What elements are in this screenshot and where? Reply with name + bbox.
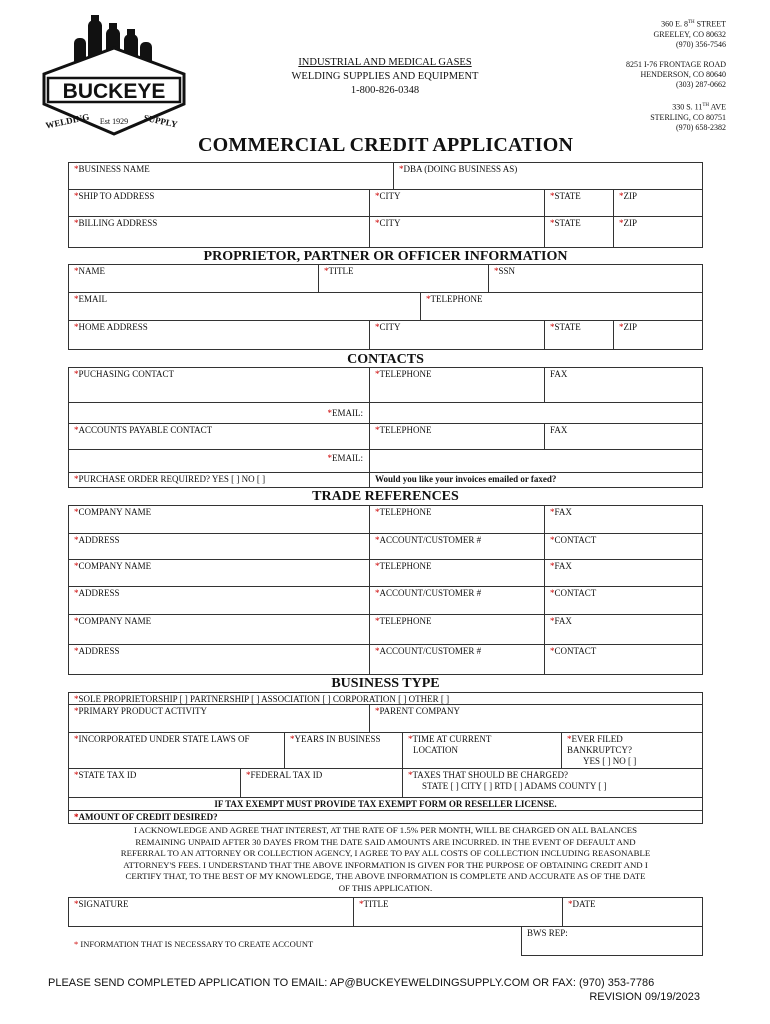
ref3-contact-field[interactable]: *CONTACT [544,644,703,675]
purchasing-telephone-field[interactable]: *TELEPHONE [369,367,545,403]
home-state-field[interactable]: *STATE [544,320,614,350]
ref3-address-field[interactable]: *ADDRESS [68,644,370,675]
ap-email-label: *EMAIL: [68,449,370,473]
title-field[interactable]: *TITLE [318,264,489,293]
ref2-fax-field[interactable]: *FAX [544,559,703,587]
billing-address-field[interactable]: *BILLING ADDRESS [68,216,370,248]
ref1-fax-field[interactable]: *FAX [544,505,703,534]
ssn-field[interactable]: *SSN [488,264,703,293]
years-in-business-field[interactable]: *YEARS IN BUSINESS [284,732,403,769]
address-sterling: 330 S. 11TH AVE STERLING, CO 80751 (970) 658-2382 [650,102,726,132]
billing-zip-field[interactable]: *ZIP [613,216,703,248]
date-field[interactable]: *DATE [562,897,703,927]
billing-state-field[interactable]: *STATE [544,216,614,248]
primary-activity-field[interactable]: *PRIMARY PRODUCT ACTIVITY [68,704,370,733]
ship-zip-field[interactable]: *ZIP [613,189,703,217]
ref2-account-field[interactable]: *ACCOUNT/CUSTOMER # [369,586,545,615]
footer-revision: REVISION 09/19/2023 [589,991,700,1003]
billing-city-field[interactable]: *CITY [369,216,545,248]
company-header [270,56,500,98]
address-henderson: 8251 I-76 FRONTAGE ROAD HENDERSON, CO 80640 (303) 287-0662 [625,60,726,89]
incorporated-state-field[interactable]: *INCORPORATED UNDER STATE LAWS OF [68,732,285,769]
ship-state-field[interactable]: *STATE [544,189,614,217]
proprietor-heading: PROPRIETOR, PARTNER OR OFFICER INFORMATION [203,249,568,264]
ap-contact-field[interactable]: *ACCOUNTS PAYABLE CONTACT [68,423,370,450]
logo-text-supply: SUPPLY [142,112,179,130]
signature-title-field[interactable]: *TITLE [353,897,563,927]
purchasing-contact-field[interactable]: *PUCHASING CONTACT [68,367,370,403]
header-line2: WELDING SUPPLIES AND EQUIPMENT [291,71,479,82]
home-zip-field[interactable]: *ZIP [613,320,703,350]
telephone-field[interactable]: *TELEPHONE [420,292,703,321]
required-note: * INFORMATION THAT IS NECESSARY TO CREATE ACCOUNT [74,939,314,949]
ref3-telephone-field[interactable]: *TELEPHONE [369,614,545,645]
po-required-field[interactable]: *PURCHASE ORDER REQUIRED? YES [ ] NO [ ] [68,472,370,488]
dba-field[interactable]: *DBA (DOING BUSINESS AS) [393,162,703,190]
business-name-field[interactable]: *BUSINESS NAME [68,162,394,190]
logo-text-welding: WELDING [44,111,91,131]
ap-telephone-field[interactable]: *TELEPHONE [369,423,545,450]
ref2-address-field[interactable]: *ADDRESS [68,586,370,615]
ref2-contact-field[interactable]: *CONTACT [544,586,703,615]
credit-amount-field[interactable]: *AMOUNT OF CREDIT DESIRED? [68,810,703,824]
contacts-heading: CONTACTS [347,352,424,367]
ref3-fax-field[interactable]: *FAX [544,614,703,645]
buckeye-logo [38,14,190,138]
ref1-company-field[interactable]: *COMPANY NAME [68,505,370,534]
logo-text-est: Est 1929 [99,117,129,126]
ref1-account-field[interactable]: *ACCOUNT/CUSTOMER # [369,533,545,560]
trade-heading: TRADE REFERENCES [312,489,459,504]
purchasing-fax-field[interactable]: FAX [544,367,703,403]
parent-company-field[interactable]: *PARENT COMPANY [369,704,703,733]
ref1-address-field[interactable]: *ADDRESS [68,533,370,560]
state-tax-id-field[interactable]: *STATE TAX ID [68,768,241,798]
ref2-company-field[interactable]: *COMPANY NAME [68,559,370,587]
legal-agreement: I ACKNOWLEDGE AND AGREE THAT INTEREST, AT THE RATE OF 1.5% PER MONTH, WILL BE CHARGED ON ALL BALANCES REMAINING UNPAID AFTER 30 DAYES FROM THE DATE SAID AMOUNTS ARE INCURRED. IN THE EVENT OF DEFAULT AND REFERRAL TO AN ATTORNEY OR COLLECTION AGENCY, I AGREE TO PAY ALL COSTS OF COLLECTION INCLUDING REASONABLE ATTORNEY'S FEES. I UNDERSTAND THAT THE ABOVE INFORMATION IS GIVEN FOR THE PURPOSE OF OBTAINING CREDIT AND I CERTIFY THAT, TO THE BEST OF MY KNOWLEDGE, THE ABOVE INFORMATION IS COMPLETE AND ACCURATE AS OF THE DATE OF THIS APPLICATION. [120,825,651,893]
purchasing-email-label: *EMAIL: [68,402,370,424]
home-city-field[interactable]: *CITY [369,320,545,350]
name-field[interactable]: *NAME [68,264,319,293]
business-type-options[interactable]: *SOLE PROPRIETORSHIP [ ] PARTNERSHIP [ ] ASSOCIATION [ ] CORPORATION [ ] OTHER [ ] [68,692,703,705]
purchasing-email-field[interactable] [369,402,703,424]
ship-city-field[interactable]: *CITY [369,189,545,217]
federal-tax-id-field[interactable]: *FEDERAL TAX ID [240,768,403,798]
address-greeley: 360 E. 8TH STREET GREELEY, CO 80632 (970) 356-7546 [653,19,726,49]
email-field[interactable]: *EMAIL [68,292,421,321]
header-line1: INDUSTRIAL AND MEDICAL GASES [298,57,472,68]
footer-send-instructions: PLEASE SEND COMPLETED APPLICATION TO EMAIL: AP@BUCKEYEWELDINGSUPPLY.COM OR FAX: (970) 353-7786 [48,977,655,989]
ref2-telephone-field[interactable]: *TELEPHONE [369,559,545,587]
header-line3: 1-800-826-0348 [350,85,420,96]
ref3-company-field[interactable]: *COMPANY NAME [68,614,370,645]
bankruptcy-field[interactable]: *EVER FILED BANKRUPTCY? YES [ ] NO [ ] [561,732,703,769]
ref3-account-field[interactable]: *ACCOUNT/CUSTOMER # [369,644,545,675]
page-title: COMMERCIAL CREDIT APPLICATION [198,134,574,156]
time-at-location-field[interactable]: *TIME AT CURRENT LOCATION [402,732,562,769]
taxes-charged-field[interactable]: *TAXES THAT SHOULD BE CHARGED? STATE [ ] CITY [ ] RTD [ ] ADAMS COUNTY [ ] [402,768,703,798]
tax-exempt-notice: IF TAX EXEMPT MUST PROVIDE TAX EXEMPT FORM OR RESELLER LICENSE. [68,797,703,811]
business-type-heading: BUSINESS TYPE [331,676,440,691]
ref1-telephone-field[interactable]: *TELEPHONE [369,505,545,534]
bws-rep-field[interactable]: BWS REP: [521,926,703,956]
home-address-field[interactable]: *HOME ADDRESS [68,320,370,350]
invoice-preference-field[interactable]: Would you like your invoices emailed or faxed? [369,472,703,488]
ship-address-field[interactable]: *SHIP TO ADDRESS [68,189,370,217]
logo-text-buckeye: BUCKEYE [62,80,166,103]
ap-email-field[interactable] [369,449,703,473]
ref1-contact-field[interactable]: *CONTACT [544,533,703,560]
signature-field[interactable]: *SIGNATURE [68,897,354,927]
ap-fax-field[interactable]: FAX [544,423,703,450]
